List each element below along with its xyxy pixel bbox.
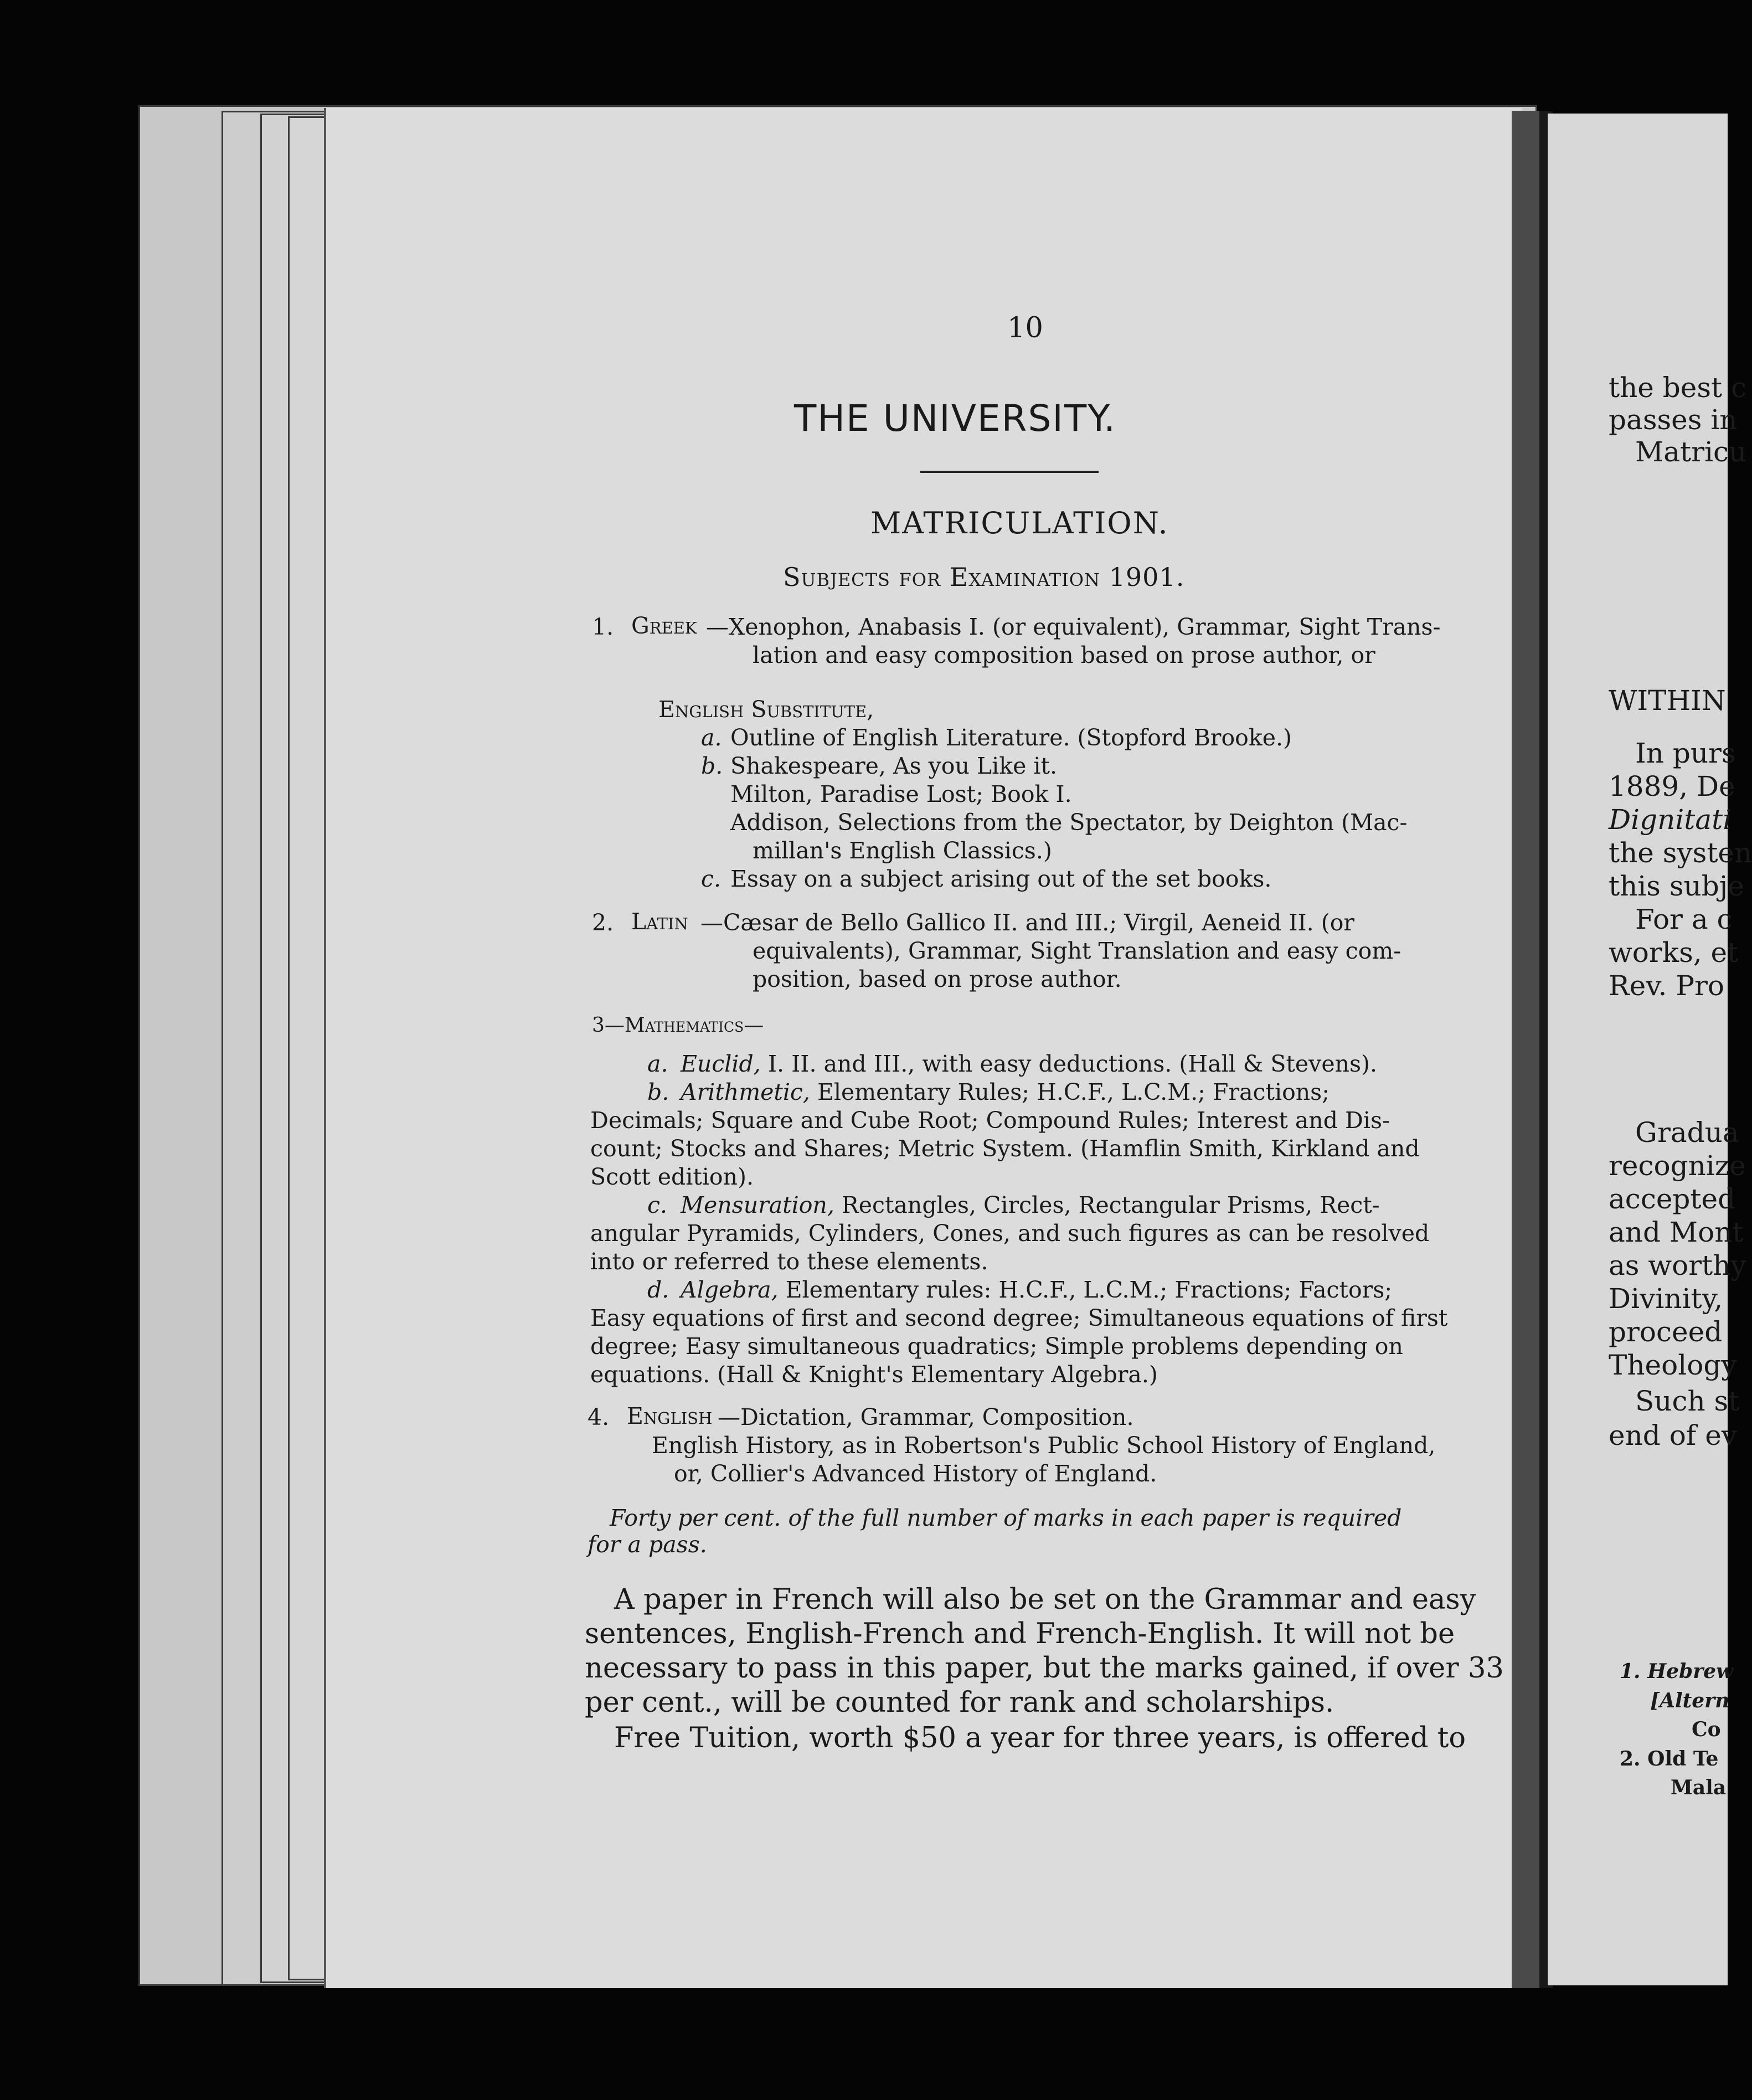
math-heading-dash: — [744, 1014, 764, 1037]
math-c-text: Rectangles, Circles, Rectangular Prisms, Rect- [834, 1192, 1380, 1218]
english-line-1: —Dictation, Grammar, Composition. [718, 1404, 1134, 1430]
left-page [324, 108, 1522, 1988]
right-line: For a c [1635, 903, 1733, 935]
right-line: this subje [1609, 870, 1744, 902]
math-c-title: Mensuration, [681, 1192, 834, 1218]
right-line: proceed [1609, 1316, 1723, 1348]
latin-line-3: position, based on prose author. [753, 966, 1122, 992]
latin-line-1: —Cæsar de Bello Gallico II. and III.; Virgil, Aeneid II. (or [700, 909, 1354, 936]
right-footnote: 2. Old Te [1620, 1747, 1719, 1770]
right-line: Matricu [1635, 436, 1747, 468]
english-substitute-heading: English Substitute, [658, 696, 874, 723]
math-b-text: Elementary Rules; H.C.F., L.C.M.; Fractions; [810, 1079, 1330, 1105]
math-d-line [681, 1279, 1392, 1301]
english-number: 4. [588, 1404, 610, 1430]
right-line: 1889, De [1609, 770, 1735, 802]
exam-subtitle: Subjects for Examination 1901. [783, 562, 1185, 592]
english-sub-b: Shakespeare, As you Like it. [730, 753, 1058, 779]
pass-note-line-2: for a pass. [588, 1531, 707, 1558]
math-a-text: I. II. and III., with easy deductions. (Hall & Stevens). [760, 1051, 1378, 1077]
right-line: the best c [1609, 372, 1747, 404]
right-line: as worthy [1609, 1249, 1746, 1281]
french-para-line-4: per cent., will be counted for rank and scholarships. [585, 1686, 1334, 1719]
math-b-line-4: Scott edition). [590, 1164, 754, 1190]
right-footnote: 1. Hebrew [1620, 1660, 1734, 1683]
math-heading [592, 1014, 764, 1037]
math-b-title: Arithmetic, [681, 1079, 810, 1105]
section-heading: MATRICULATION. [870, 506, 1169, 541]
right-line: Theology [1609, 1349, 1737, 1381]
english-line-2: English History, as in Robertson's Public School History of England, [652, 1432, 1436, 1459]
title-divider [920, 471, 1099, 473]
greek-label: Greek [631, 612, 697, 639]
english-sub-b-line-3: Addison, Selections from the Spectator, by Deighton (Mac- [730, 809, 1408, 836]
french-para-line-1: A paper in French will also be set on the Grammar and easy [614, 1583, 1476, 1616]
list-marker: d. [647, 1277, 669, 1303]
right-footnote: Mala [1671, 1776, 1727, 1799]
french-para-line-3: necessary to pass in this paper, but the marks gained, if over 33 [585, 1652, 1504, 1685]
math-heading-number: 3— [592, 1014, 625, 1037]
right-line: Such st [1635, 1385, 1740, 1417]
right-line: Rev. Pro [1609, 970, 1724, 1002]
list-marker: c. [647, 1192, 667, 1218]
right-line: the systen [1609, 837, 1752, 869]
page-number: 10 [1007, 312, 1043, 344]
right-line: accepted [1609, 1183, 1736, 1215]
english-sub-b-line-2: Milton, Paradise Lost; Book I. [730, 781, 1072, 807]
greek-line-2: lation and easy composition based on prose author, or [753, 642, 1375, 668]
page-title: THE UNIVERSITY. [794, 397, 1117, 440]
math-a-line [681, 1053, 1377, 1075]
latin-number: 2. [592, 909, 614, 936]
list-marker: a. [647, 1051, 668, 1077]
english-label: English [627, 1403, 713, 1429]
right-heading: WITHIN [1609, 684, 1726, 717]
right-line: and Mont [1609, 1216, 1744, 1248]
list-marker: b. [701, 753, 723, 779]
math-b-line-3: count; Stocks and Shares; Metric System. (Hamflin Smith, Kirkland and [590, 1135, 1420, 1162]
right-line: recognize [1609, 1150, 1746, 1182]
list-marker: a. [701, 724, 722, 751]
right-line: In purs [1635, 737, 1736, 769]
greek-number: 1. [592, 614, 614, 640]
english-sub-b-line-4: millan's English Classics.) [753, 837, 1052, 864]
right-line: works, et [1609, 936, 1739, 969]
math-d-line-2: Easy equations of first and second degree; Simultaneous equations of first [590, 1305, 1448, 1331]
english-line-3: or, Collier's Advanced History of England. [674, 1460, 1157, 1487]
math-c-line-3: into or referred to these elements. [590, 1248, 988, 1275]
right-line: end of ev [1609, 1419, 1738, 1452]
math-d-title: Algebra, [681, 1277, 779, 1303]
english-sub-c: Essay on a subject arising out of the set books. [730, 866, 1272, 892]
french-para-line-2: sentences, English-French and French-English. It will not be [585, 1618, 1455, 1650]
math-b-line [681, 1081, 1330, 1104]
math-c-line [681, 1194, 1380, 1217]
book-gutter [1512, 111, 1539, 1988]
math-heading-label: Mathematics [624, 1014, 744, 1037]
english-sub-a: Outline of English Literature. (Stopford Brooke.) [730, 724, 1292, 751]
right-line: Gradua [1635, 1116, 1739, 1149]
math-d-line-4: equations. (Hall & Knight's Elementary Algebra.) [590, 1361, 1158, 1388]
right-footnote: Co [1692, 1718, 1721, 1741]
greek-line-1: —Xenophon, Anabasis I. (or equivalent), Grammar, Sight Trans- [706, 614, 1441, 640]
tuition-line: Free Tuition, worth $50 a year for three years, is offered to [614, 1722, 1466, 1754]
math-c-line-2: angular Pyramids, Cylinders, Cones, and such figures as can be resolved [590, 1220, 1430, 1247]
right-line: passes in [1609, 404, 1738, 436]
right-line: Divinity, [1609, 1283, 1723, 1315]
list-marker: b. [647, 1079, 669, 1105]
math-d-line-3: degree; Easy simultaneous quadratics; Simple problems depending on [590, 1333, 1403, 1360]
latin-label: Latin [631, 908, 688, 935]
math-d-text: Elementary rules: H.C.F., L.C.M.; Fractions; Factors; [778, 1277, 1393, 1303]
math-a-title: Euclid, [681, 1051, 761, 1077]
right-page [1548, 114, 1752, 1985]
math-b-line-2: Decimals; Square and Cube Root; Compound Rules; Interest and Dis- [590, 1107, 1390, 1134]
list-marker: c. [701, 866, 721, 892]
right-footnote: [Altern [1650, 1689, 1730, 1712]
pass-note-line-1: Forty per cent. of the full number of marks in each paper is required [610, 1505, 1402, 1531]
right-line: Dignitati [1609, 804, 1732, 836]
latin-line-2: equivalents), Grammar, Sight Translation and easy com- [753, 938, 1401, 964]
